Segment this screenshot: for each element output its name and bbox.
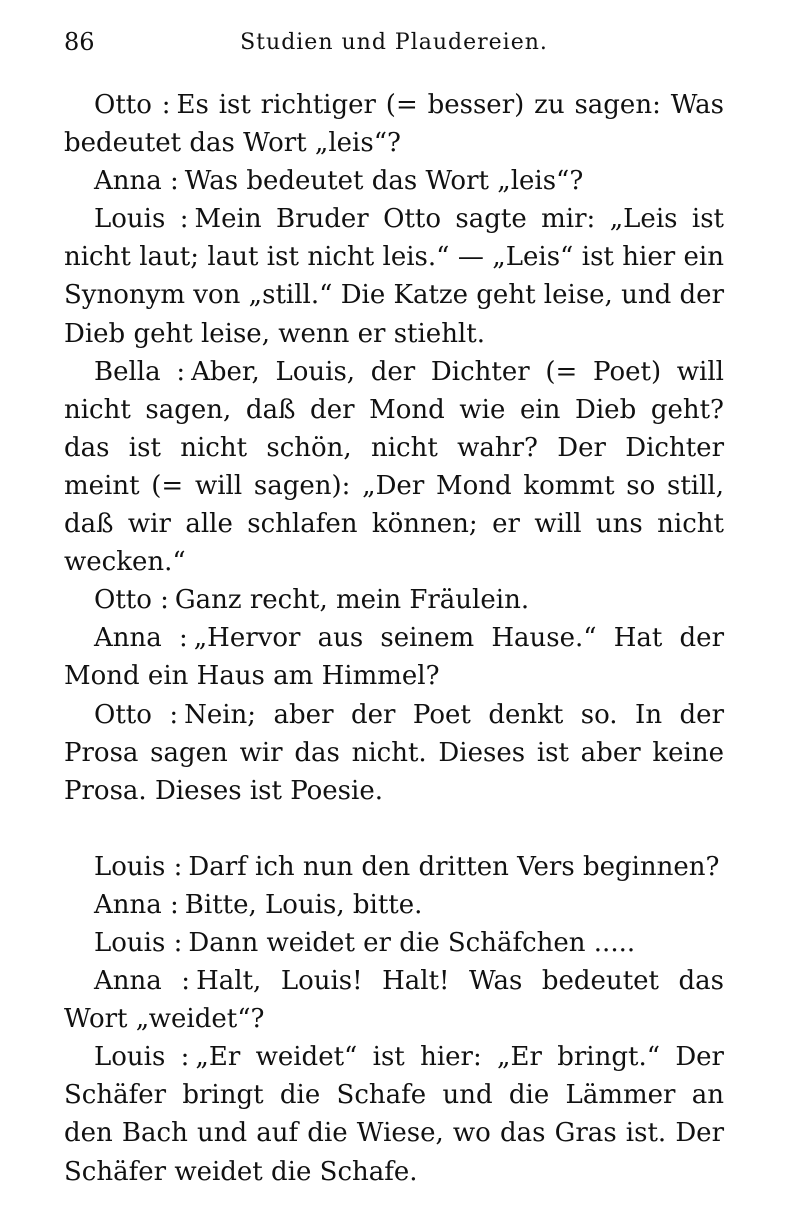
dialogue-line <box>64 200 724 352</box>
dialogue-text: Bitte, Louis, bitte. <box>184 889 423 920</box>
speaker-name: Otto : <box>94 90 171 120</box>
speaker-name: Anna : <box>94 966 191 997</box>
speaker-name: Anna : <box>94 889 179 920</box>
dialogue-line <box>64 886 724 924</box>
dialogue-line <box>64 848 724 886</box>
speaker-name: Louis : <box>94 204 189 235</box>
dialogue-line <box>64 86 724 162</box>
dialogue-line <box>64 581 724 619</box>
section-gap <box>64 810 724 848</box>
speaker-name: Otto : <box>94 699 179 730</box>
running-title: Studien und Plaudereien. <box>240 30 548 55</box>
page-number: 86 <box>64 28 95 56</box>
speaker-name: Otto : <box>94 585 169 616</box>
dialogue-text: „Hervor aus seinem Hause.“ Hat der Mond ein Haus am Himmel? <box>64 623 724 692</box>
dialogue-text: Mein Bruder Otto sagte mir: „Leis ist nicht laut; laut ist nicht leis.“ — „Leis“ ist hier ein Synonym von „still.“ Die Katze geht leise, und der Dieb geht leise, wenn er stiehlt. <box>64 204 724 349</box>
dialogue-text: Es ist richtiger (= besser) zu sagen: Was bedeutet das Wort „leis“? <box>64 90 724 159</box>
speaker-name: Bella : <box>94 356 186 387</box>
speaker-name: Anna : <box>94 623 188 654</box>
dialogue-line <box>64 162 724 200</box>
dialogue-text: Was bedeutet das Wort „leis“? <box>184 166 584 197</box>
dialogue-line <box>64 962 724 1038</box>
dialogue-line <box>64 353 724 582</box>
dialogue-text: Aber, Louis, der Dichter (= Poet) will nicht sagen, daß der Mond wie ein Dieb geht? das ist nicht schön, nicht wahr? Der Dichter meint (= will sagen): „Der Mond kommt so still, daß wir alle schlafen können; er will uns nicht wecken.“ <box>64 356 724 578</box>
dialogue-text: Nein; aber der Poet denkt so. In der Prosa sagen wir das nicht. Dieses ist aber keine Prosa. Dieses ist Poesie. <box>64 699 724 806</box>
dialogue-line <box>64 924 724 962</box>
page-body <box>64 86 724 1191</box>
dialogue-line <box>64 619 724 695</box>
page-header <box>64 28 724 64</box>
speaker-name: Anna : <box>94 166 179 197</box>
dialogue-line <box>64 696 724 810</box>
dialogue-text: „Er weidet“ ist hier: „Er bringt.“ Der Schäfer bringt die Schafe und die Lämmer an den Bach und auf die Wiese, wo das Gras ist. Der Schäfer weidet die Schafe. <box>64 1042 724 1187</box>
dialogue-text: Darf ich nun den dritten Vers beginnen? <box>188 851 720 882</box>
speaker-name: Louis : <box>94 851 183 882</box>
speaker-name: Louis : <box>94 927 183 958</box>
speaker-name: Louis : <box>94 1042 190 1073</box>
dialogue-text: Dann weidet er die Schäfchen ..... <box>188 927 636 958</box>
dialogue-line <box>64 1038 724 1190</box>
dialogue-text: Ganz recht, mein Fräulein. <box>174 585 530 616</box>
dialogue-text: Halt, Louis! Halt! Was bedeutet das Wort „weidet“? <box>64 966 724 1035</box>
